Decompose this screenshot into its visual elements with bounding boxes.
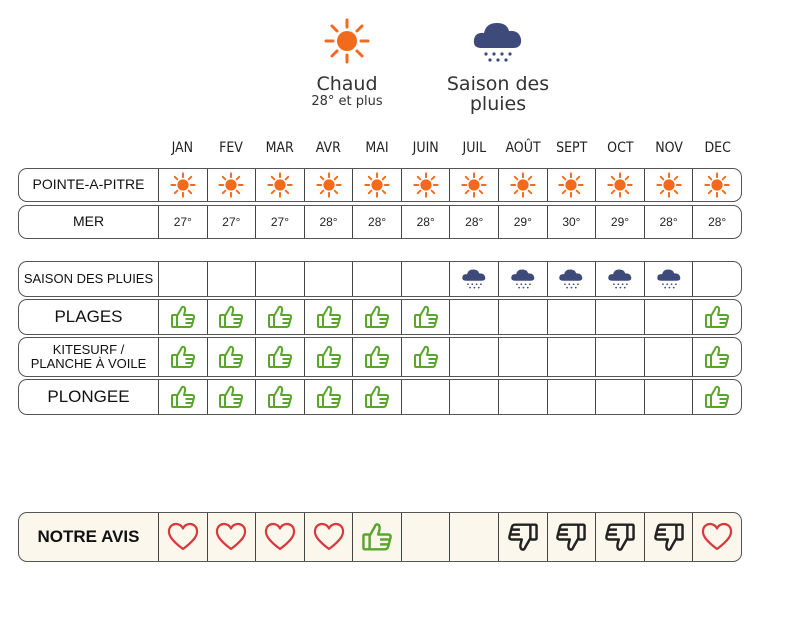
cell-avis-dec bbox=[693, 513, 741, 561]
heart-icon bbox=[167, 521, 199, 553]
month-août: AOÛT bbox=[505, 140, 541, 156]
row-plongee-label: PLONGEE bbox=[19, 380, 159, 414]
temp-nov: 28° bbox=[645, 206, 694, 238]
sun-icon bbox=[170, 172, 196, 198]
temp-fev: 27° bbox=[208, 206, 257, 238]
cell-plongee-avr bbox=[305, 380, 354, 414]
month-nov: NOV bbox=[655, 140, 683, 156]
row-avis-label: NOTRE AVIS bbox=[19, 513, 159, 561]
cell-plages-jan bbox=[159, 300, 208, 334]
heart-icon bbox=[215, 521, 247, 553]
cell-plages-sept bbox=[548, 300, 597, 334]
rain-cloud-icon bbox=[656, 266, 682, 292]
cell-plongee-juil bbox=[450, 380, 499, 414]
sun-icon bbox=[656, 172, 682, 198]
row-rain-label: SAISON DES PLUIES bbox=[19, 262, 159, 296]
cell-kite-avr bbox=[305, 338, 354, 376]
cell-rain-nov bbox=[645, 262, 694, 296]
thumbs-up-icon bbox=[364, 384, 390, 410]
row-city bbox=[18, 168, 742, 202]
rain-cloud-icon bbox=[607, 266, 633, 292]
thumbs-up-icon bbox=[218, 384, 244, 410]
thumbs-up-icon bbox=[704, 304, 730, 330]
cell-avis-juil bbox=[450, 513, 499, 561]
temp-dec: 28° bbox=[708, 215, 727, 229]
month-fev: FEV bbox=[219, 140, 243, 156]
row-plages bbox=[18, 299, 742, 335]
rain-cloud-icon bbox=[461, 266, 487, 292]
cell-city-dec bbox=[693, 169, 741, 201]
month-mar: MAR bbox=[265, 140, 294, 156]
sun-icon bbox=[510, 172, 536, 198]
thumbs-down-icon bbox=[653, 521, 685, 553]
row-temp bbox=[18, 205, 742, 239]
thumbs-up-icon bbox=[170, 344, 196, 370]
cell-avis-nov bbox=[645, 513, 694, 561]
cell-kite-juin bbox=[402, 338, 451, 376]
cell-avis-avr bbox=[305, 513, 354, 561]
cell-plages-juin bbox=[402, 300, 451, 334]
sun-icon bbox=[413, 172, 439, 198]
cell-plages-mai bbox=[353, 300, 402, 334]
row-city-label: POINTE-A-PITRE bbox=[19, 169, 159, 201]
cell-plongee-oct bbox=[596, 380, 645, 414]
cell-plages-août bbox=[499, 300, 548, 334]
row-plages-label: PLAGES bbox=[19, 300, 159, 334]
cell-plages-avr bbox=[305, 300, 354, 334]
heart-icon bbox=[264, 521, 296, 553]
legend-rain bbox=[438, 18, 558, 115]
month-sept: SEPT bbox=[556, 140, 588, 156]
cell-city-août bbox=[499, 169, 548, 201]
rain-cloud-icon bbox=[510, 266, 536, 292]
sun-icon bbox=[461, 172, 487, 198]
sun-icon bbox=[218, 172, 244, 198]
temp-août: 29° bbox=[499, 206, 548, 238]
heart-icon bbox=[701, 521, 733, 553]
cell-city-juin bbox=[402, 169, 451, 201]
temp-mar: 27° bbox=[256, 206, 305, 238]
month-avr: AVR bbox=[315, 140, 341, 156]
thumbs-up-icon bbox=[364, 344, 390, 370]
cell-kite-mar bbox=[256, 338, 305, 376]
thumbs-up-icon bbox=[413, 344, 439, 370]
cell-plages-dec bbox=[693, 300, 741, 334]
cell-kite-août bbox=[499, 338, 548, 376]
cell-plages-fev bbox=[208, 300, 257, 334]
row-rain bbox=[18, 261, 742, 297]
cell-rain-sept bbox=[548, 262, 597, 296]
cell-city-mai bbox=[353, 169, 402, 201]
cell-plongee-jan bbox=[159, 380, 208, 414]
temp-oct: 29° bbox=[596, 206, 645, 238]
row-kite-label: KITESURF / PLANCHE À VOILE bbox=[19, 338, 159, 376]
month-oct: OCT bbox=[607, 140, 634, 156]
cell-plages-nov bbox=[645, 300, 694, 334]
temp-jan: 27° bbox=[159, 206, 208, 238]
thumbs-up-icon bbox=[267, 344, 293, 370]
legend-hot-sub: 28° et plus bbox=[311, 93, 383, 109]
legend-rain-title: Saison des bbox=[446, 73, 550, 95]
cell-plongee-juin bbox=[402, 380, 451, 414]
temp-sept: 30° bbox=[548, 206, 597, 238]
cell-rain-oct bbox=[596, 262, 645, 296]
cell-rain-fev bbox=[208, 262, 257, 296]
cell-kite-sept bbox=[548, 338, 597, 376]
cell-kite-oct bbox=[596, 338, 645, 376]
thumbs-up-icon bbox=[218, 304, 244, 330]
sun-icon bbox=[704, 172, 730, 198]
thumbs-down-icon bbox=[604, 521, 636, 553]
legend-rain-title2: pluies bbox=[469, 92, 527, 115]
cell-plongee-dec bbox=[693, 380, 741, 414]
cell-rain-mai bbox=[353, 262, 402, 296]
cell-avis-oct bbox=[596, 513, 645, 561]
thumbs-up-icon bbox=[316, 384, 342, 410]
cell-plongee-fev bbox=[208, 380, 257, 414]
cell-kite-fev bbox=[208, 338, 257, 376]
cell-rain-jan bbox=[159, 262, 208, 296]
cell-avis-jan bbox=[159, 513, 208, 561]
month-mai: MAI bbox=[365, 140, 389, 156]
cell-plages-mar bbox=[256, 300, 305, 334]
thumbs-up-icon bbox=[170, 384, 196, 410]
thumbs-up-icon bbox=[704, 384, 730, 410]
temp-juil: 28° bbox=[450, 206, 499, 238]
month-header bbox=[158, 140, 742, 162]
sun-icon bbox=[324, 18, 370, 64]
sun-icon bbox=[558, 172, 584, 198]
thumbs-up-icon bbox=[267, 304, 293, 330]
thumbs-up-icon bbox=[413, 304, 439, 330]
cell-avis-sept bbox=[548, 513, 597, 561]
cell-plongee-nov bbox=[645, 380, 694, 414]
cell-avis-mai bbox=[353, 513, 402, 561]
thumbs-up-icon bbox=[316, 304, 342, 330]
thumbs-up-icon bbox=[364, 304, 390, 330]
cell-rain-dec bbox=[693, 262, 741, 296]
row-temp-label: MER bbox=[19, 206, 159, 238]
cell-plongee-mai bbox=[353, 380, 402, 414]
row-kite bbox=[18, 337, 742, 377]
month-juil: JUIL bbox=[462, 140, 487, 156]
temp-mai: 28° bbox=[353, 206, 402, 238]
cell-city-avr bbox=[305, 169, 354, 201]
cell-city-oct bbox=[596, 169, 645, 201]
thumbs-down-icon bbox=[555, 521, 587, 553]
thumbs-up-icon bbox=[316, 344, 342, 370]
sun-icon bbox=[607, 172, 633, 198]
cell-plongee-mar bbox=[256, 380, 305, 414]
cell-rain-avr bbox=[305, 262, 354, 296]
sun-icon bbox=[364, 172, 390, 198]
cell-kite-jan bbox=[159, 338, 208, 376]
row-plongee bbox=[18, 379, 742, 415]
row-avis bbox=[18, 512, 742, 562]
cell-city-fev bbox=[208, 169, 257, 201]
cell-city-mar bbox=[256, 169, 305, 201]
cell-kite-dec bbox=[693, 338, 741, 376]
month-juin: JUIN bbox=[412, 140, 439, 156]
rain-cloud-icon bbox=[471, 18, 525, 64]
legend-hot-title: Chaud bbox=[316, 73, 378, 95]
cell-plages-juil bbox=[450, 300, 499, 334]
temp-juin: 28° bbox=[402, 206, 451, 238]
cell-kite-mai bbox=[353, 338, 402, 376]
temp-avr: 28° bbox=[305, 206, 354, 238]
cell-rain-août bbox=[499, 262, 548, 296]
cell-kite-juil bbox=[450, 338, 499, 376]
cell-city-sept bbox=[548, 169, 597, 201]
cell-avis-juin bbox=[402, 513, 451, 561]
thumbs-down-icon bbox=[507, 521, 539, 553]
heart-icon bbox=[313, 521, 345, 553]
cell-city-nov bbox=[645, 169, 694, 201]
thumbs-up-icon bbox=[267, 384, 293, 410]
sun-icon bbox=[267, 172, 293, 198]
cell-avis-fev bbox=[208, 513, 257, 561]
cell-city-jan bbox=[159, 169, 208, 201]
cell-plongee-août bbox=[499, 380, 548, 414]
sun-icon bbox=[316, 172, 342, 198]
thumbs-up-icon bbox=[218, 344, 244, 370]
cell-city-juil bbox=[450, 169, 499, 201]
thumbs-up-icon bbox=[704, 344, 730, 370]
cell-rain-juin bbox=[402, 262, 451, 296]
month-jan: JAN bbox=[171, 140, 194, 156]
cell-rain-juil bbox=[450, 262, 499, 296]
cell-plages-oct bbox=[596, 300, 645, 334]
cell-kite-nov bbox=[645, 338, 694, 376]
cell-avis-août bbox=[499, 513, 548, 561]
thumbs-up-icon bbox=[170, 304, 196, 330]
legend-hot bbox=[292, 18, 402, 109]
thumbs-up-icon bbox=[361, 521, 393, 553]
cell-avis-mar bbox=[256, 513, 305, 561]
month-dec: DEC bbox=[704, 140, 731, 156]
cell-rain-mar bbox=[256, 262, 305, 296]
rain-cloud-icon bbox=[558, 266, 584, 292]
cell-plongee-sept bbox=[548, 380, 597, 414]
